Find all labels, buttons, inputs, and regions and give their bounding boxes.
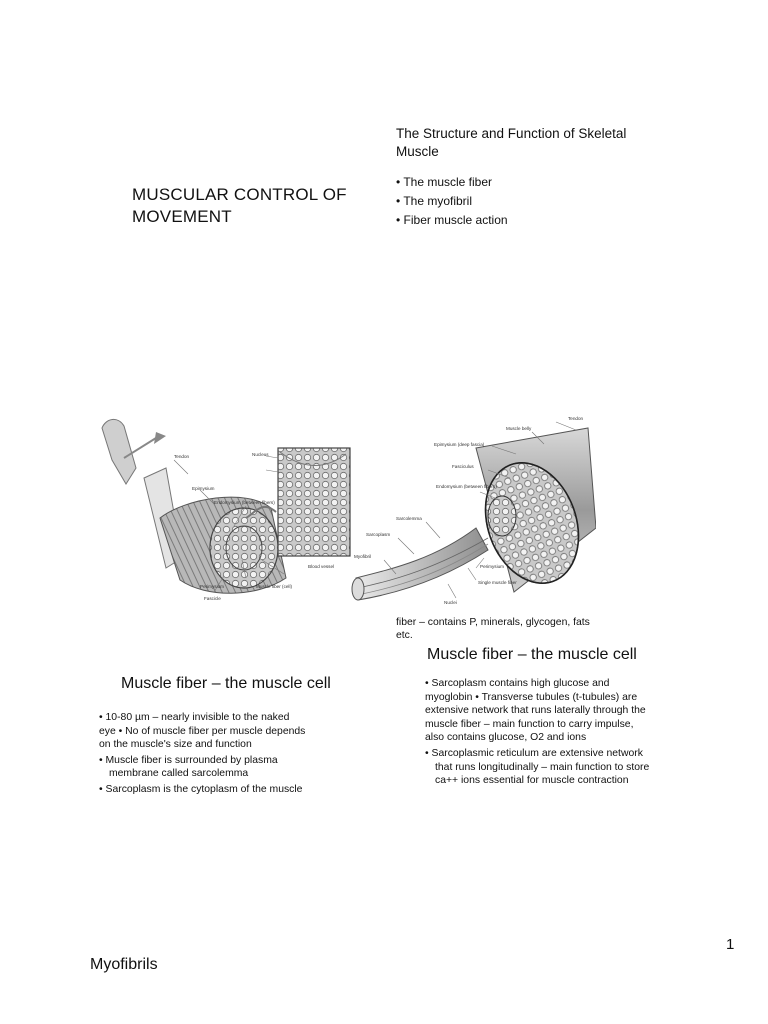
page-number: 1 bbox=[726, 936, 735, 953]
slide4-b1-line2: myoglobin • Transverse tubules (t-tubules) are bbox=[425, 691, 638, 703]
fig-left-label-1: Tendon bbox=[174, 454, 190, 459]
slide3-bullet-2 bbox=[99, 754, 339, 781]
fig-right-label-8: Myofibril bbox=[354, 554, 372, 559]
fig-left-label-3: Endomysium (between fibers) bbox=[214, 500, 275, 505]
fig-left-label-2: Epimysium bbox=[192, 486, 215, 491]
fig-right-label-7: Sarcoplasm bbox=[366, 532, 391, 537]
fig-right-label-5: Endomysium (between fibers) bbox=[436, 484, 497, 489]
slide2-bullet-1: • The muscle fiber bbox=[396, 175, 493, 189]
slide4-b2-line2: that runs longitudinally – main function to store bbox=[435, 761, 650, 773]
fig-right-label-9: Perimysium bbox=[480, 564, 504, 569]
slide4-b2-line1: • Sarcoplasmic reticulum are extensive network bbox=[425, 747, 643, 759]
slide3-bullet-1 bbox=[99, 711, 339, 752]
slide2-title-line2: Muscle bbox=[396, 144, 439, 159]
fig-right-label-4: Fasciculus bbox=[452, 464, 474, 469]
next-slide-title: Myofibrils bbox=[90, 956, 158, 973]
fragment-line-1: fiber – contains P, minerals, glycogen, fats bbox=[396, 617, 590, 628]
fig-right-label-3: Epimysium (deep fascia) bbox=[434, 442, 485, 447]
slide4-title: Muscle fiber – the muscle cell bbox=[427, 646, 637, 663]
muscle-structure-figure bbox=[96, 408, 596, 623]
slide3-title: Muscle fiber – the muscle cell bbox=[121, 675, 331, 692]
fig-right-label-6: Sarcolemma bbox=[396, 516, 422, 521]
slide4-b1-line4: muscle fiber – main function to carry impulse, bbox=[425, 718, 634, 730]
slide3-bullet-list bbox=[99, 711, 339, 799]
fig-left-label-6: Muscle fiber (cell) bbox=[256, 584, 292, 589]
fig-left-label-7: Blood vessel bbox=[308, 564, 335, 569]
slide4-bullet-2 bbox=[425, 747, 675, 788]
fig-right-label-2: Muscle belly bbox=[506, 426, 532, 431]
fig-right-label-1: Tendon bbox=[568, 416, 584, 421]
slide3-bullet-3 bbox=[99, 783, 339, 797]
slide3-b1-line1: • 10-80 µm – nearly invisible to the naked bbox=[99, 712, 290, 723]
slide2-bullet-3: • Fiber muscle action bbox=[396, 213, 508, 227]
slide1-title-line1: MUSCULAR CONTROL OF bbox=[132, 185, 347, 204]
fragment-line-2: etc. bbox=[396, 630, 413, 641]
fig-left-label-8: Nucleus bbox=[252, 452, 269, 457]
fiber-fragment-text bbox=[396, 616, 636, 642]
slide3-b1-line3: on the muscle's size and function bbox=[99, 739, 252, 751]
fig-left-label-5: Fascicle bbox=[204, 596, 221, 601]
slide1-title bbox=[132, 184, 347, 228]
slide2-bullet-list bbox=[396, 173, 508, 230]
slide4-b2-line3: ca++ ions essential for muscle contraction bbox=[435, 775, 629, 787]
left-muscle-drawing bbox=[102, 419, 350, 601]
slide4-bullet-1 bbox=[425, 677, 675, 745]
fig-right-label-11: Nuclei bbox=[444, 600, 457, 605]
fig-right-label-10: Single muscle fiber bbox=[478, 580, 517, 585]
slide2-title bbox=[396, 125, 696, 161]
slide3-b2-line2: membrane called sarcolemma bbox=[109, 768, 249, 780]
slide1-title-line2: MOVEMENT bbox=[132, 207, 232, 226]
right-muscle-drawing bbox=[352, 416, 596, 605]
slide3-b3-line1: • Sarcoplasm is the cytoplasm of the muscle bbox=[99, 783, 303, 795]
slide4-bullet-list bbox=[425, 677, 675, 790]
slide2-title-line1: The Structure and Function of Skeletal bbox=[396, 126, 627, 141]
slide4-b1-line5: also contains glucose, O2 and ions bbox=[425, 732, 587, 744]
fig-left-label-4: Perimysium bbox=[200, 584, 224, 589]
slide3-b1-line2: eye • No of muscle fiber per muscle depends bbox=[99, 725, 306, 737]
slide2-bullet-2: • The myofibril bbox=[396, 194, 473, 208]
slide4-b1-line1: • Sarcoplasm contains high glucose and bbox=[425, 678, 610, 689]
slide3-b2-line1: • Muscle fiber is surrounded by plasma bbox=[99, 754, 278, 766]
slide4-b1-line3: extensive network that runs laterally through the bbox=[425, 705, 646, 717]
